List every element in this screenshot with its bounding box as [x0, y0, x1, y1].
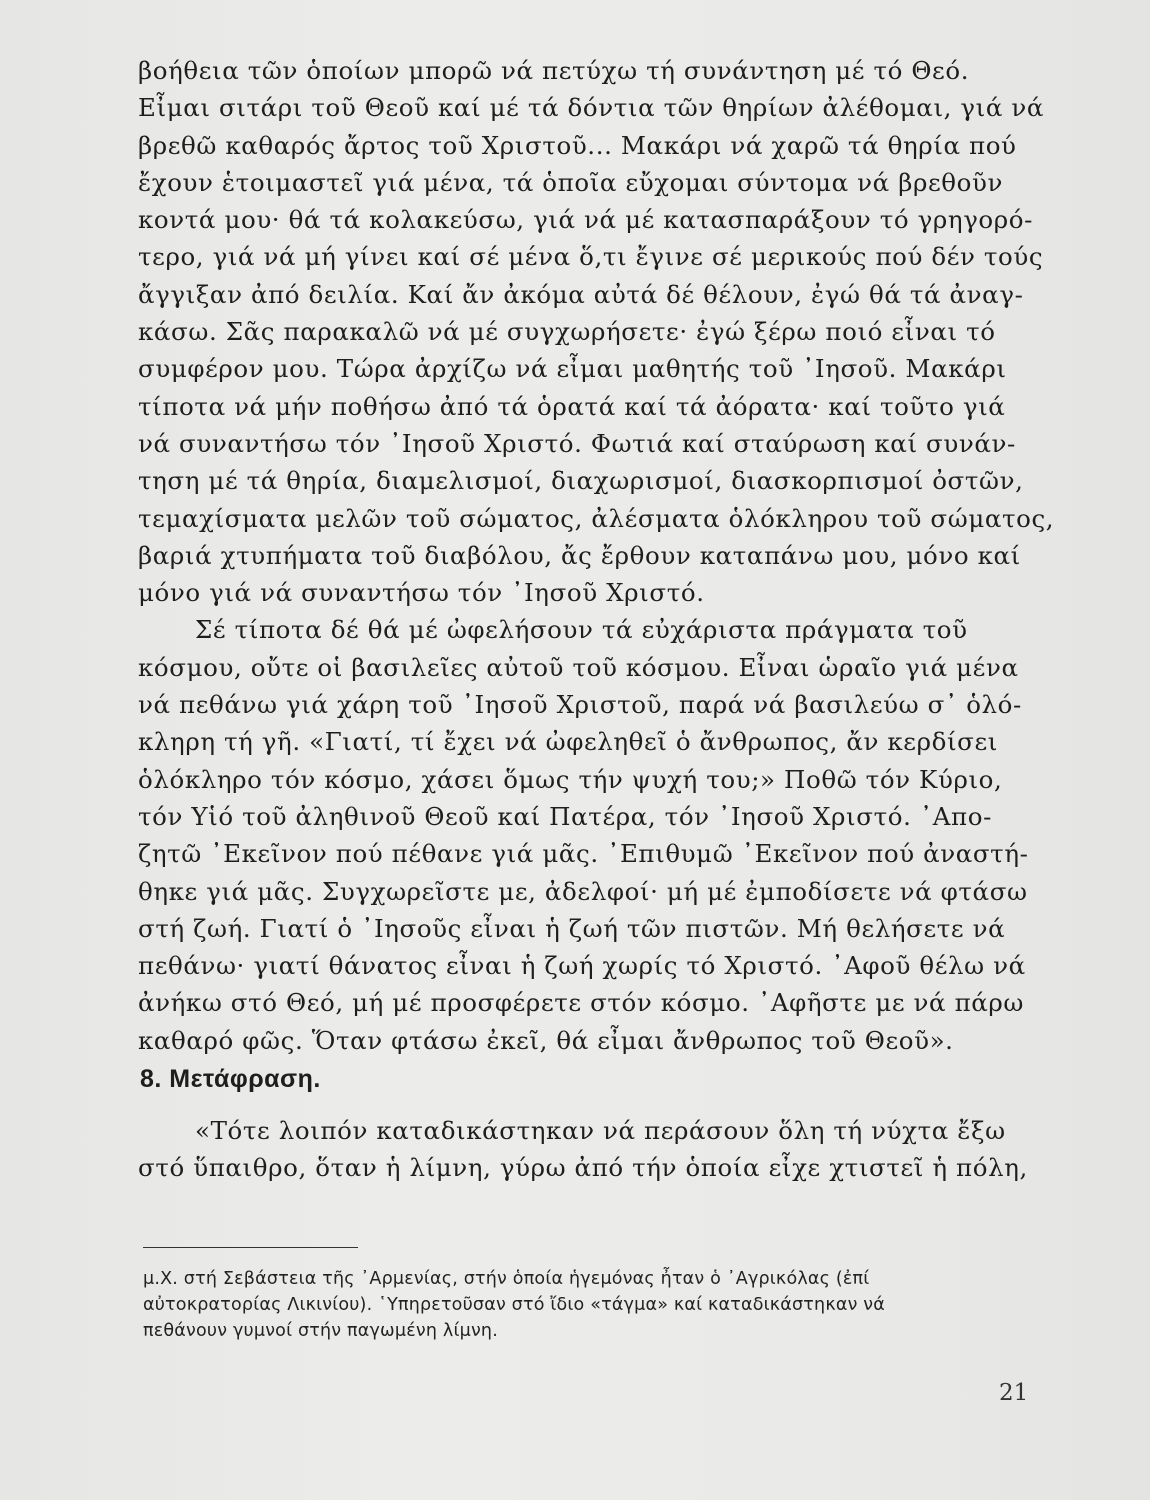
text-line: πεθάνω· γιατί θάνατος εἶναι ἡ ζωή χωρίς τό Χριστό. ᾿Αφοῦ θέλω νά	[138, 951, 1026, 981]
footnote-line: πεθάνουν γυμνοί στήν παγωμένη λίμνη.	[143, 1321, 498, 1341]
text-line: τίποτα νά μήν ποθήσω ἀπό τά ὁρατά καί τά ἀόρατα· καί τοῦτο γιά	[138, 391, 1006, 421]
text-line: θηκε γιά μᾶς. Συγχωρεῖστε με, ἀδελφοί· μή μέ ἐμποδίσετε νά φτάσω	[138, 876, 1028, 906]
text-line: βαριά χτυπήματα τοῦ διαβόλου, ἄς ἔρθουν καταπάνω μου, μόνο καί	[138, 540, 1021, 570]
text-line: νά συναντήσω τόν ᾿Ιησοῦ Χριστό. Φωτιά καί σταύρωση καί συνάν-	[138, 428, 1016, 458]
text-line: νά πεθάνω γιά χάρη τοῦ ᾿Ιησοῦ Χριστοῦ, παρά νά βασιλεύω σ᾿ ὁλό-	[138, 690, 1022, 720]
text-line: κάσω. Σᾶς παρακαλῶ νά μέ συγχωρήσετε· ἐγώ ξέρω ποιό εἶναι τό	[138, 317, 996, 347]
text-line: ὁλόκληρο τόν κόσμο, χάσει ὅμως τήν ψυχή του;» Ποθῶ τόν Κύριο,	[138, 764, 1003, 794]
text-line: ἀνήκω στό Θεό, μή μέ προσφέρετε στόν κόσμο. ᾿Αφῆστε με νά πάρω	[138, 988, 1025, 1018]
footnote-divider	[143, 1247, 358, 1248]
text-line: τηση μέ τά θηρία, διαμελισμοί, διαχωρισμοί, διασκορπισμοί ὀστῶν,	[138, 466, 1024, 496]
footnote	[143, 1266, 1023, 1344]
text-line: «Τότε λοιπόν καταδικάστηκαν νά περάσουν ὅλη τή νύχτα ἔξω	[195, 1116, 1006, 1145]
translation-text	[138, 1112, 1028, 1187]
page-number: 21	[999, 1380, 1029, 1406]
text-line: κληρη τή γῆ. «Γιατί, τί ἔχει νά ὠφεληθεῖ ὁ ἄνθρωπος, ἄν κερδίσει	[138, 727, 998, 757]
text-line: κοντά μου· θά τά κολακεύσω, γιά νά μέ κατασπαράξουν τό γρηγορό-	[138, 205, 1034, 235]
text-line: συμφέρον μου. Τώρα ἀρχίζω νά εἶμαι μαθητής τοῦ ᾿Ιησοῦ. Μακάρι	[138, 354, 1007, 384]
footnote-line: μ.Χ. στή Σεβάστεια τῆς ᾿Αρμενίας, στήν ὁποία ἡγεμόνας ἦταν ὁ ᾿Αγρικόλας (ἐπί	[143, 1269, 870, 1289]
text-line: μόνο γιά νά συναντήσω τόν ᾿Ιησοῦ Χριστό.	[138, 578, 705, 608]
text-line: τόν Υἱό τοῦ ἀληθινοῦ Θεοῦ καί Πατέρα, τόν ᾿Ιησοῦ Χριστό. ᾿Απο-	[138, 801, 992, 831]
text-line: ζητῶ ᾿Εκεῖνον πού πέθανε γιά μᾶς. ᾿Επιθυμῶ ᾿Εκεῖνον πού ἀναστή-	[138, 839, 1029, 869]
text-line: βρεθῶ καθαρός ἄρτος τοῦ Χριστοῦ... Μακάρι νά χαρῶ τά θηρία πού	[138, 130, 1017, 160]
text-line: τερο, γιά νά μή γίνει καί σέ μένα ὅ,τι ἔγινε σέ μερικούς πού δέν τούς	[138, 242, 1044, 272]
text-line: κόσμου, οὔτε οἱ βασιλεῖες αὐτοῦ τοῦ κόσμου. Εἶναι ὡραῖο γιά μένα	[138, 652, 1019, 682]
text-line: στό ὕπαιθρο, ὅταν ἡ λίμνη, γύρω ἀπό τήν ὁποία εἶχε χτιστεῖ ἡ πόλη,	[138, 1153, 1028, 1183]
text-line: βοήθεια τῶν ὁποίων μπορῶ νά πετύχω τή συνάντηση μέ τό Θεό.	[138, 56, 970, 85]
footnote-line: αὐτοκρατορίας Λικινίου). ῾Υπηρετοῦσαν στό ἴδιο «τάγμα» καί καταδικάστηκαν νά	[143, 1295, 886, 1315]
text-line: Εἶμαι σιτάρι τοῦ Θεοῦ καί μέ τά δόντια τῶν θηρίων ἀλέθομαι, γιά νά	[138, 93, 1045, 123]
section-heading: 8. Μετάφραση.	[140, 1065, 321, 1093]
text-line: στή ζωή. Γιατί ὁ ᾿Ιησοῦς εἶναι ἡ ζωή τῶν πιστῶν. Μή θελήσετε νά	[138, 913, 1006, 943]
body-text	[138, 52, 1055, 1059]
text-line: τεμαχίσματα μελῶν τοῦ σώματος, ἀλέσματα ὁλόκληρου τοῦ σώματος,	[138, 503, 1055, 533]
text-line: ἔχουν ἑτοιμαστεῖ γιά μένα, τά ὁποῖα εὔχομαι σύντομα νά βρεθοῦν	[138, 167, 1003, 197]
text-line: Σέ τίποτα δέ θά μέ ὠφελήσουν τά εὐχάριστα πράγματα τοῦ	[195, 615, 968, 645]
text-line: ἄγγιξαν ἀπό δειλία. Καί ἄν ἀκόμα αὐτά δέ θέλουν, ἐγώ θά τά ἀναγ-	[138, 279, 1024, 309]
text-line: καθαρό φῶς. Ὅταν φτάσω ἐκεῖ, θά εἶμαι ἄνθρωπος τοῦ Θεοῦ».	[138, 1025, 954, 1055]
